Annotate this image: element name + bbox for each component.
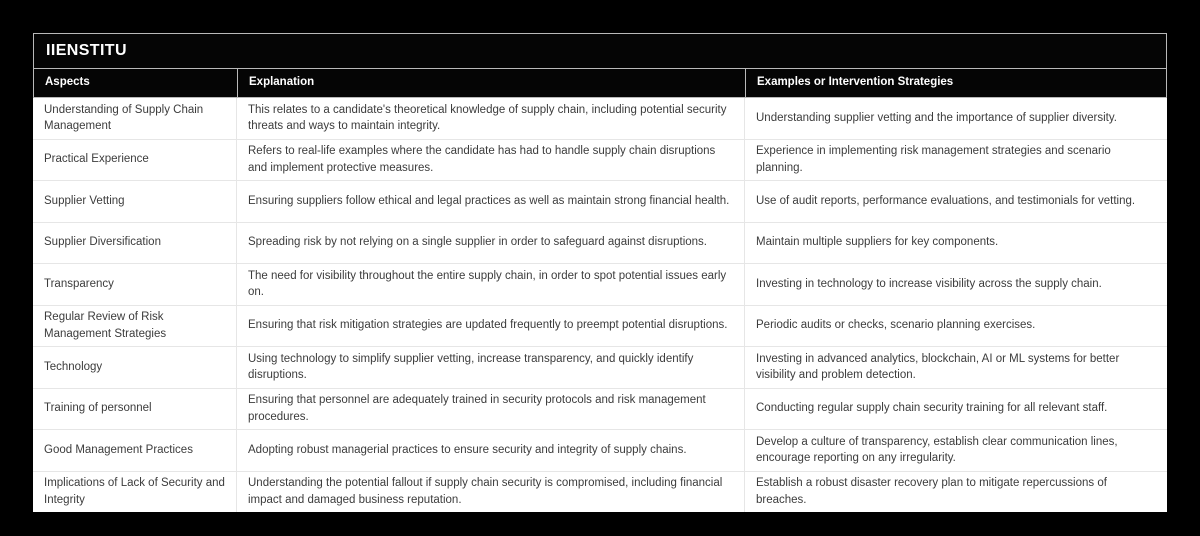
- cell-explanation: The need for visibility throughout the entire supply chain, in order to spot potential issues early on.: [236, 264, 744, 305]
- column-header-examples: Examples or Intervention Strategies: [745, 69, 1166, 97]
- table-row: [33, 347, 1167, 389]
- cell-explanation: Ensuring suppliers follow ethical and legal practices as well as maintain strong financial health.: [236, 181, 744, 222]
- cell-examples: Establish a robust disaster recovery plan to mitigate repercussions of breaches.: [744, 472, 1167, 513]
- cell-examples: Investing in technology to increase visibility across the supply chain.: [744, 264, 1167, 305]
- cell-aspect: Transparency: [44, 277, 114, 290]
- table-header-row: [33, 68, 1167, 98]
- cell-examples: Develop a culture of transparency, establish clear communication lines, encourage reporting on any irregularity.: [744, 430, 1167, 471]
- cell-aspect: Technology: [44, 360, 103, 373]
- cell-aspect: Training of personnel: [44, 402, 152, 415]
- table-row: [33, 181, 1167, 223]
- cell-explanation: Spreading risk by not relying on a single supplier in order to safeguard against disruptions.: [236, 223, 744, 264]
- cell-aspect: Practical Experience: [44, 153, 149, 166]
- cell-examples: Understanding supplier vetting and the importance of supplier diversity.: [744, 98, 1167, 139]
- cell-explanation: Refers to real-life examples where the candidate has had to handle supply chain disruptions and implement protective measures.: [236, 140, 744, 181]
- table-row: [33, 306, 1167, 348]
- table-row: [33, 98, 1167, 140]
- cell-explanation: Ensuring that risk mitigation strategies are updated frequently to preempt potential disruptions.: [236, 306, 744, 347]
- cell-aspect: Good Management Practices: [44, 443, 193, 456]
- table-row: [33, 472, 1167, 513]
- table-row: [33, 264, 1167, 306]
- comparison-table: [33, 33, 1167, 512]
- column-header-aspects: Aspects: [45, 76, 90, 89]
- cell-explanation: Using technology to simplify supplier vetting, increase transparency, and quickly identify disruptions.: [236, 347, 744, 388]
- cell-explanation: This relates to a candidate's theoretical knowledge of supply chain, including potential security threats and ways to maintain integrity.: [236, 98, 744, 139]
- table-row: [33, 430, 1167, 472]
- column-header-explanation: Explanation: [237, 69, 745, 97]
- table-row: [33, 140, 1167, 182]
- cell-aspect: Implications of Lack of Security and Integrity: [44, 477, 225, 506]
- table-row: [33, 223, 1167, 265]
- table-row: [33, 389, 1167, 431]
- cell-aspect: Understanding of Supply Chain Management: [44, 103, 204, 133]
- table-body: [33, 98, 1167, 512]
- cell-explanation: Adopting robust managerial practices to ensure security and integrity of supply chains.: [236, 430, 744, 471]
- brand-header-band: [33, 33, 1167, 68]
- brand-title: IIENSTITU: [46, 42, 127, 59]
- cell-examples: Investing in advanced analytics, blockchain, AI or ML systems for better visibility and problem detection.: [744, 347, 1167, 388]
- cell-aspect: Supplier Vetting: [44, 194, 125, 207]
- cell-aspect: Regular Review of Risk Management Strategies: [44, 311, 167, 340]
- cell-examples: Periodic audits or checks, scenario planning exercises.: [744, 306, 1167, 347]
- cell-aspect: Supplier Diversification: [44, 236, 161, 249]
- cell-explanation: Understanding the potential fallout if supply chain security is compromised, including financial impact and damaged business reputation.: [236, 472, 744, 513]
- cell-explanation: Ensuring that personnel are adequately trained in security protocols and risk management procedures.: [236, 389, 744, 430]
- cell-examples: Maintain multiple suppliers for key components.: [744, 223, 1167, 264]
- cell-examples: Conducting regular supply chain security training for all relevant staff.: [744, 389, 1167, 430]
- cell-examples: Use of audit reports, performance evaluations, and testimonials for vetting.: [744, 181, 1167, 222]
- cell-examples: Experience in implementing risk management strategies and scenario planning.: [744, 140, 1167, 181]
